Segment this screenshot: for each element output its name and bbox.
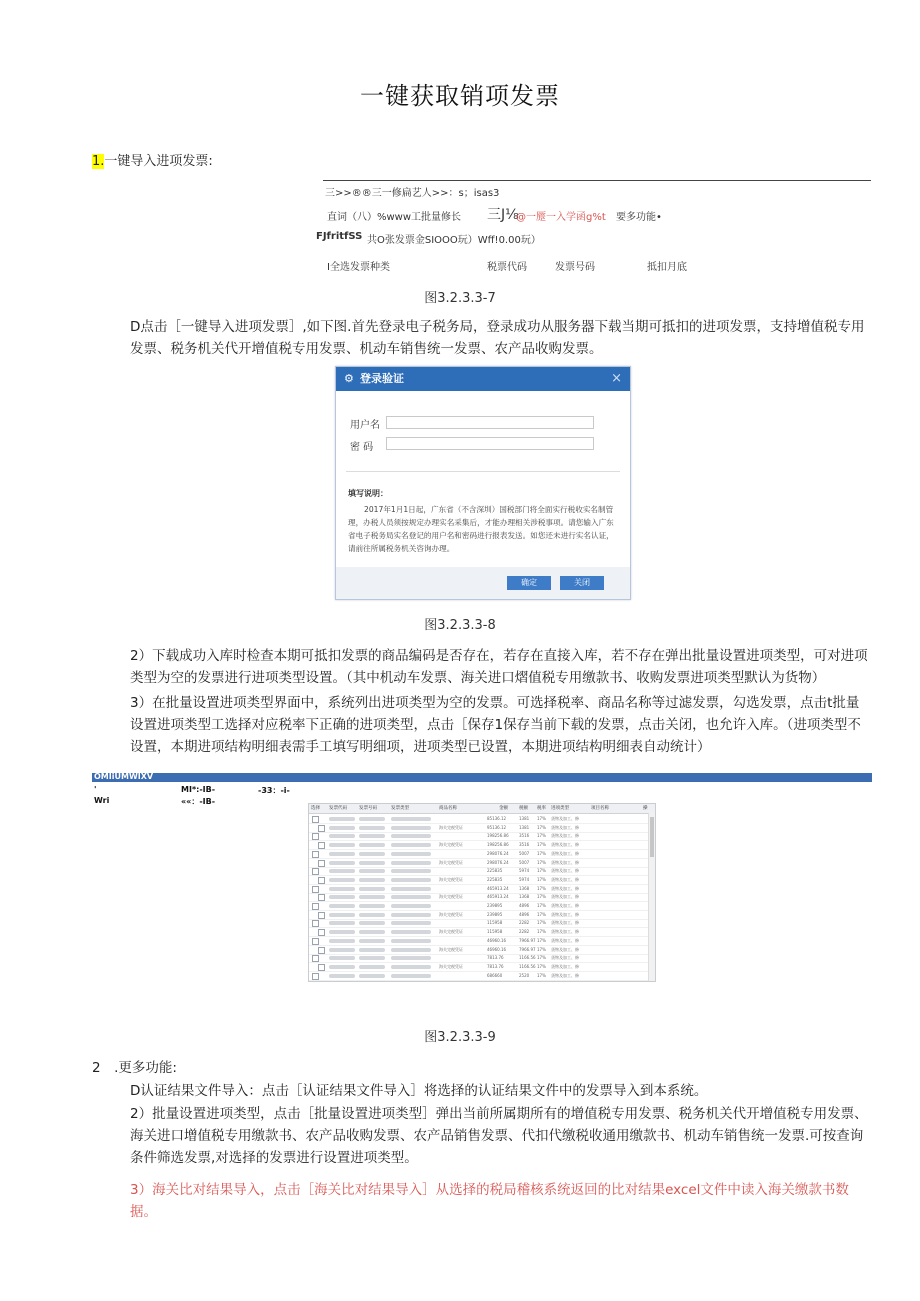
rate-cell: 17% bbox=[537, 850, 546, 856]
amount-cell: 225835 bbox=[487, 876, 503, 882]
row-checkbox[interactable] bbox=[318, 825, 325, 832]
rate-cell: 17% bbox=[537, 963, 546, 969]
blurred-cell bbox=[329, 817, 355, 821]
goods-name-cell: 海关完税凭证 bbox=[439, 894, 463, 900]
blurred-cell bbox=[359, 921, 385, 925]
goods-name-cell: 海关完税凭证 bbox=[439, 929, 463, 935]
blurred-cell bbox=[359, 965, 385, 969]
input-type-cell[interactable]: 货物及加工、修 bbox=[551, 859, 579, 865]
amount-cell: 198256.86 bbox=[487, 842, 509, 848]
rate-cell: 17% bbox=[537, 824, 546, 830]
username-label: 用户名 bbox=[350, 420, 380, 431]
blurred-cell bbox=[329, 965, 355, 969]
fig9-header-cell: 发票号码 bbox=[359, 806, 377, 811]
fig9-filter-2-field[interactable]: -33：-i- bbox=[258, 786, 290, 795]
tax-cell: 2282 bbox=[519, 920, 530, 926]
blurred-cell bbox=[329, 939, 355, 943]
ok-button[interactable]: 确定 bbox=[507, 576, 551, 590]
password-label: 密 码 bbox=[350, 442, 374, 453]
login-dialog bbox=[335, 366, 631, 600]
rate-cell: 17% bbox=[537, 929, 546, 935]
row-checkbox[interactable] bbox=[312, 920, 319, 927]
row-checkbox[interactable] bbox=[318, 860, 325, 867]
fig9-header-cell: 金额 bbox=[499, 806, 508, 811]
close-icon[interactable]: × bbox=[611, 371, 622, 386]
input-type-cell[interactable]: 货物及加工、修 bbox=[551, 937, 579, 943]
blurred-cell bbox=[391, 826, 431, 830]
more-functions-item-2: 2）批量设置进项类型，点击［批量设置进项类型］弹出当前所属期所有的增值税专用发票、税务机关代开增值税专用发票、海关进口增值税专用缴款书、农产品收购发票、农产品销售发票、代扣代缴税收通用缴款书、机动车销售统一发票.可按查询条件筛选发票,对选择的发票进行设置进项类型。 bbox=[130, 1106, 868, 1166]
table-row[interactable] bbox=[309, 841, 655, 850]
table-row[interactable] bbox=[309, 832, 655, 841]
blurred-cell bbox=[391, 913, 431, 917]
rate-cell: 17% bbox=[537, 876, 546, 882]
dialog-header bbox=[336, 367, 630, 391]
row-checkbox[interactable] bbox=[318, 877, 325, 884]
blurred-cell bbox=[391, 878, 431, 882]
rate-cell: 17% bbox=[537, 894, 546, 900]
table-row[interactable] bbox=[309, 867, 655, 876]
input-type-cell[interactable]: 货物及加工、修 bbox=[551, 972, 579, 978]
table-row[interactable] bbox=[309, 911, 655, 920]
fig9-header-cell: 操 bbox=[643, 806, 648, 811]
blurred-cell bbox=[391, 843, 431, 847]
blurred-cell bbox=[329, 878, 355, 882]
amount-cell: 46960.16 bbox=[487, 937, 507, 943]
row-checkbox[interactable] bbox=[312, 886, 319, 893]
section-1-title: 一键导入进项发票: bbox=[104, 154, 213, 169]
fig7-query-button[interactable]: 直词（八）%www工批量修长 bbox=[327, 212, 462, 223]
blurred-cell bbox=[329, 930, 355, 934]
fig7-col-code: 税票代码 bbox=[487, 262, 527, 273]
goods-name-cell: 海关完税凭证 bbox=[439, 842, 463, 848]
row-checkbox[interactable] bbox=[318, 912, 325, 919]
tax-cell: 4896 bbox=[519, 911, 530, 917]
table-row[interactable] bbox=[309, 954, 655, 963]
blurred-cell bbox=[391, 861, 431, 865]
tax-cell: 7966.97 bbox=[519, 946, 536, 952]
rate-cell: 17% bbox=[537, 920, 546, 926]
amount-cell: 225835 bbox=[487, 868, 503, 874]
blurred-cell bbox=[391, 974, 431, 978]
fig7-more-functions-button[interactable]: 要多功能• bbox=[616, 212, 662, 223]
input-type-cell[interactable]: 货物及加工、修 bbox=[551, 955, 579, 961]
dialog-title: 登录验证 bbox=[360, 372, 404, 385]
fig9-header-cell: 税率 bbox=[537, 806, 546, 811]
blurred-cell bbox=[391, 834, 431, 838]
rate-cell: 17% bbox=[537, 885, 546, 891]
blurred-cell bbox=[329, 887, 355, 891]
amount-cell: 7813.76 bbox=[487, 963, 504, 969]
fig7-col-number: 发票号码 bbox=[555, 262, 595, 273]
table-row[interactable] bbox=[309, 928, 655, 937]
amount-cell: 95136.12 bbox=[487, 824, 507, 830]
fig9-invoice-table bbox=[308, 803, 656, 982]
goods-name-cell: 海关完税凭证 bbox=[439, 859, 463, 865]
table-row[interactable] bbox=[309, 902, 655, 911]
blurred-cell bbox=[359, 887, 385, 891]
fig7-col-deduct-month: 抵扣月底 bbox=[647, 262, 687, 273]
more-functions-item-1: D认证结果文件导入：点击［认证结果文件导入］将选择的认证结果文件中的发票导入到本系统。 bbox=[130, 1083, 708, 1099]
note-title: 填写说明： bbox=[348, 489, 388, 498]
input-type-cell[interactable]: 货物及加工、修 bbox=[551, 850, 579, 856]
tax-cell: 5007 bbox=[519, 859, 530, 865]
paragraph-download-check: 2）下载成功入库时检查本期可抵扣发票的商品编码是否存在，若存在直接入库，若不存在弹出批量设置进项类型，可对进项类型为空的发票进行进项类型设置。（其中机动车发票、海关进口熠值税专用缴款书、收购发票进项类型默认为货物） bbox=[130, 648, 868, 686]
blurred-cell bbox=[359, 904, 385, 908]
tax-cell: 5007 bbox=[519, 850, 530, 856]
fig9-header-cell: 发票代码 bbox=[329, 806, 347, 811]
fig9-header-cell: 商品名称 bbox=[439, 806, 457, 811]
blurred-cell bbox=[329, 974, 355, 978]
table-row[interactable] bbox=[309, 815, 655, 824]
amount-cell: 115958 bbox=[487, 920, 503, 926]
tax-cell: 1368 bbox=[519, 894, 530, 900]
input-type-cell[interactable]: 货物及加工、修 bbox=[551, 833, 579, 839]
blurred-cell bbox=[359, 861, 385, 865]
blurred-cell bbox=[329, 956, 355, 960]
input-type-cell[interactable]: 货物及加工、修 bbox=[551, 911, 579, 917]
fig9-table-header bbox=[309, 804, 655, 814]
blurred-cell bbox=[329, 852, 355, 856]
rate-cell: 17% bbox=[537, 868, 546, 874]
fig9-header-cell: 发票类型 bbox=[391, 806, 409, 811]
blurred-cell bbox=[391, 869, 431, 873]
input-type-cell[interactable]: 货物及加工、修 bbox=[551, 885, 579, 891]
fig9-filter-3-label: Wri bbox=[94, 796, 110, 805]
blurred-cell bbox=[359, 948, 385, 952]
input-type-cell[interactable]: 货物及加工、修 bbox=[551, 816, 579, 821]
blurred-cell bbox=[329, 948, 355, 952]
paragraph-batch-set: 3）在批量设置进项类型界面中，系统列出进项类型为空的发票。可选择税率、商品名称等过滤发票，勾选发票，点击t批量设置进项类型工选择对应税率下正确的进项类型，点击［保存1保存当前下载的发票，点击关闭，也允许入库。（进项类型不设置，本期进项结构明细表需手工填写明细项，进项类型已设置，本期进项结构明细表自动统计） bbox=[130, 695, 861, 755]
tax-cell: 3516 bbox=[519, 833, 530, 839]
tax-cell: 1166.56 bbox=[519, 963, 536, 969]
blurred-cell bbox=[329, 904, 355, 908]
row-checkbox[interactable] bbox=[312, 938, 319, 945]
blurred-cell bbox=[391, 956, 431, 960]
fig7-row-1: 三>>®®三一修扁艺人>>：s；isas3 bbox=[325, 188, 500, 199]
amount-cell: 85136.12 bbox=[487, 816, 507, 821]
fig9-scroll-thumb[interactable] bbox=[650, 817, 654, 857]
blurred-cell bbox=[329, 921, 355, 925]
input-type-cell[interactable]: 货物及加工、修 bbox=[551, 946, 579, 952]
blurred-cell bbox=[359, 930, 385, 934]
table-row[interactable] bbox=[309, 850, 655, 859]
rate-cell: 17% bbox=[537, 937, 546, 943]
goods-name-cell: 海关完税凭证 bbox=[439, 876, 463, 882]
fig9-filter-1-field[interactable]: MI*:-IB- bbox=[181, 785, 216, 794]
blurred-cell bbox=[359, 834, 385, 838]
table-row[interactable] bbox=[309, 876, 655, 885]
blurred-cell bbox=[359, 852, 385, 856]
rate-cell: 17% bbox=[537, 903, 546, 908]
tax-cell: 1368 bbox=[519, 885, 530, 891]
blurred-cell bbox=[359, 913, 385, 917]
rate-cell: 17% bbox=[537, 859, 546, 865]
rate-cell: 17% bbox=[537, 842, 546, 848]
amount-cell: 298076.24 bbox=[487, 859, 509, 865]
fig7-col-select-all[interactable]: I全选发票种类 bbox=[327, 262, 390, 273]
blurred-cell bbox=[329, 826, 355, 830]
blurred-cell bbox=[391, 895, 431, 899]
input-type-cell[interactable]: 货物及加工、修 bbox=[551, 876, 579, 882]
blurred-cell bbox=[391, 939, 431, 943]
blurred-cell bbox=[329, 869, 355, 873]
blurred-cell bbox=[329, 861, 355, 865]
fig7-summary-values: 共O张发票金SIOOO玩）Wff!0.00玩） bbox=[367, 235, 541, 246]
amount-cell: 46960.16 bbox=[487, 946, 507, 952]
blurred-cell bbox=[329, 843, 355, 847]
input-type-cell[interactable]: 货物及加工、修 bbox=[551, 963, 579, 969]
table-row[interactable] bbox=[309, 919, 655, 928]
rate-cell: 17% bbox=[537, 955, 546, 961]
fig7-caption: 图3.2.3.3-7 bbox=[424, 291, 496, 306]
blurred-cell bbox=[359, 956, 385, 960]
tax-cell: 5974 bbox=[519, 876, 530, 882]
table-row[interactable] bbox=[309, 937, 655, 946]
rate-cell: 17% bbox=[537, 972, 546, 978]
goods-name-cell: 海关完税凭证 bbox=[439, 824, 463, 830]
table-row[interactable] bbox=[309, 946, 655, 955]
rate-cell: 17% bbox=[537, 911, 546, 917]
blurred-cell bbox=[391, 817, 431, 821]
blurred-cell bbox=[359, 869, 385, 873]
fig9-caption: 图3.2.3.3-9 bbox=[424, 1030, 496, 1045]
blurred-cell bbox=[329, 895, 355, 899]
row-checkbox[interactable] bbox=[312, 851, 319, 858]
fig9-filter-3-field[interactable]: ««：-IB- bbox=[181, 797, 216, 806]
tax-cell: 2520 bbox=[519, 972, 530, 978]
note-text: 2017年1月1日起，广东省（不含深圳）国税部门将全面实行税收实名制管理，办税人员须按规定办理实名采集后，才能办理相关涉税事项。请您输入广东省电子税务局实名登记的用户名和密码进行报表发送。如您还未进行实名认证，请前往所属税务机关咨询办理。 bbox=[348, 505, 614, 553]
fig7-import-icon-text: 三J⅛ bbox=[487, 207, 519, 223]
blurred-cell bbox=[359, 974, 385, 978]
blurred-cell bbox=[391, 930, 431, 934]
blurred-cell bbox=[359, 826, 385, 830]
row-checkbox[interactable] bbox=[318, 842, 325, 849]
row-checkbox[interactable] bbox=[312, 903, 319, 910]
blurred-cell bbox=[359, 817, 385, 821]
fig9-header-cell: 项目名称 bbox=[591, 806, 609, 811]
blurred-cell bbox=[391, 852, 431, 856]
fig9-header-cell: 选择 bbox=[311, 806, 320, 811]
input-type-cell[interactable]: 货物及加工、修 bbox=[551, 894, 579, 900]
blurred-cell bbox=[391, 948, 431, 952]
fig9-filter-1-label: ' bbox=[94, 785, 97, 794]
fig9-header-cell: 进项类型 bbox=[551, 806, 569, 811]
input-type-cell[interactable]: 货物及加工、修 bbox=[551, 824, 579, 830]
amount-cell: 465913.24 bbox=[487, 885, 509, 891]
password-input[interactable] bbox=[386, 437, 594, 450]
row-checkbox[interactable] bbox=[312, 868, 319, 875]
input-type-cell[interactable]: 货物及加工、修 bbox=[551, 868, 579, 874]
amount-cell: 239895 bbox=[487, 911, 503, 917]
tax-cell: 1381 bbox=[519, 824, 530, 830]
input-type-cell[interactable]: 货物及加工、修 bbox=[551, 929, 579, 935]
goods-name-cell: 海关完税凭证 bbox=[439, 946, 463, 952]
blurred-cell bbox=[329, 834, 355, 838]
amount-cell: 686660 bbox=[487, 972, 503, 978]
row-checkbox[interactable] bbox=[318, 929, 325, 936]
blurred-cell bbox=[391, 904, 431, 908]
section-2-heading: 2 .更多功能: bbox=[92, 1060, 177, 1076]
input-type-cell[interactable]: 货物及加工、修 bbox=[551, 903, 579, 908]
blurred-cell bbox=[359, 895, 385, 899]
cancel-button[interactable]: 关闭 bbox=[560, 576, 604, 590]
amount-cell: 115958 bbox=[487, 929, 503, 935]
fig7-one-click-import-button[interactable]: @一蹷一入学函g%t bbox=[516, 212, 606, 223]
row-checkbox[interactable] bbox=[318, 964, 325, 971]
table-row[interactable] bbox=[309, 893, 655, 902]
table-row[interactable] bbox=[309, 859, 655, 868]
fig9-bar-title: OMIiUMWIXV bbox=[94, 772, 154, 781]
gear-icon: ⚙ bbox=[344, 372, 354, 385]
section-1-heading bbox=[92, 150, 213, 169]
goods-name-cell: 海关完税凭证 bbox=[439, 963, 463, 969]
fig9-header-cell: 税额 bbox=[519, 806, 528, 811]
blurred-cell bbox=[359, 843, 385, 847]
table-row[interactable] bbox=[309, 885, 655, 894]
tax-cell: 3516 bbox=[519, 842, 530, 848]
rate-cell: 17% bbox=[537, 816, 546, 821]
fig8-caption: 图3.2.3.3-8 bbox=[424, 618, 496, 633]
amount-cell: 465913.24 bbox=[487, 894, 509, 900]
blurred-cell bbox=[359, 939, 385, 943]
input-type-cell[interactable]: 货物及加工、修 bbox=[551, 842, 579, 848]
fig9-scrollbar[interactable] bbox=[648, 813, 655, 981]
blurred-cell bbox=[329, 913, 355, 917]
row-checkbox[interactable] bbox=[312, 973, 319, 980]
amount-cell: 298076.24 bbox=[487, 850, 509, 856]
row-checkbox[interactable] bbox=[318, 894, 325, 901]
fig9-title-bar bbox=[92, 773, 872, 782]
blurred-cell bbox=[391, 921, 431, 925]
tax-cell: 1166.56 bbox=[519, 955, 536, 961]
page-title: 一键获取销项发票 bbox=[360, 82, 560, 110]
paragraph-import-steps-text: D点击［一键导入进项发票］,如下图.首先登录电子税务局，登录成功从服务器下载当期可抵扣的进项发票，支持增值税专用发票、税务机关代开增值税专用发票、机动车销售统一发票、农产品收购发票。 bbox=[130, 319, 865, 357]
blurred-cell bbox=[391, 965, 431, 969]
more-functions-item-3: 3）海关比对结果导入，点击［海关比对结果导入］从选择的税局稽核系统返回的比对结果excel文件中读入海关缴款书数据。 bbox=[130, 1182, 849, 1220]
dialog-divider bbox=[346, 471, 620, 472]
table-row[interactable] bbox=[309, 824, 655, 833]
amount-cell: 239895 bbox=[487, 903, 503, 908]
amount-cell: 7813.76 bbox=[487, 955, 504, 961]
table-row[interactable] bbox=[309, 972, 655, 981]
rate-cell: 17% bbox=[537, 946, 546, 952]
goods-name-cell: 海关完税凭证 bbox=[439, 911, 463, 917]
tax-cell: 1381 bbox=[519, 816, 530, 821]
tax-cell: 2282 bbox=[519, 929, 530, 935]
section-1-number: 1. bbox=[92, 154, 105, 169]
blurred-cell bbox=[359, 878, 385, 882]
tax-cell: 4896 bbox=[519, 903, 530, 908]
tax-cell: 7966.97 bbox=[519, 937, 536, 943]
input-type-cell[interactable]: 货物及加工、修 bbox=[551, 920, 579, 926]
username-input[interactable] bbox=[386, 416, 594, 429]
row-checkbox[interactable] bbox=[312, 816, 319, 823]
blurred-cell bbox=[391, 887, 431, 891]
fig7-summary-label: FJfritfSS bbox=[316, 231, 363, 242]
table-row[interactable] bbox=[309, 963, 655, 972]
row-checkbox[interactable] bbox=[312, 955, 319, 962]
rate-cell: 17% bbox=[537, 833, 546, 839]
fig7-divider bbox=[323, 180, 871, 181]
tax-cell: 5974 bbox=[519, 868, 530, 874]
paragraph-import-steps bbox=[130, 316, 872, 360]
row-checkbox[interactable] bbox=[318, 947, 325, 954]
amount-cell: 198256.86 bbox=[487, 833, 509, 839]
row-checkbox[interactable] bbox=[312, 833, 319, 840]
